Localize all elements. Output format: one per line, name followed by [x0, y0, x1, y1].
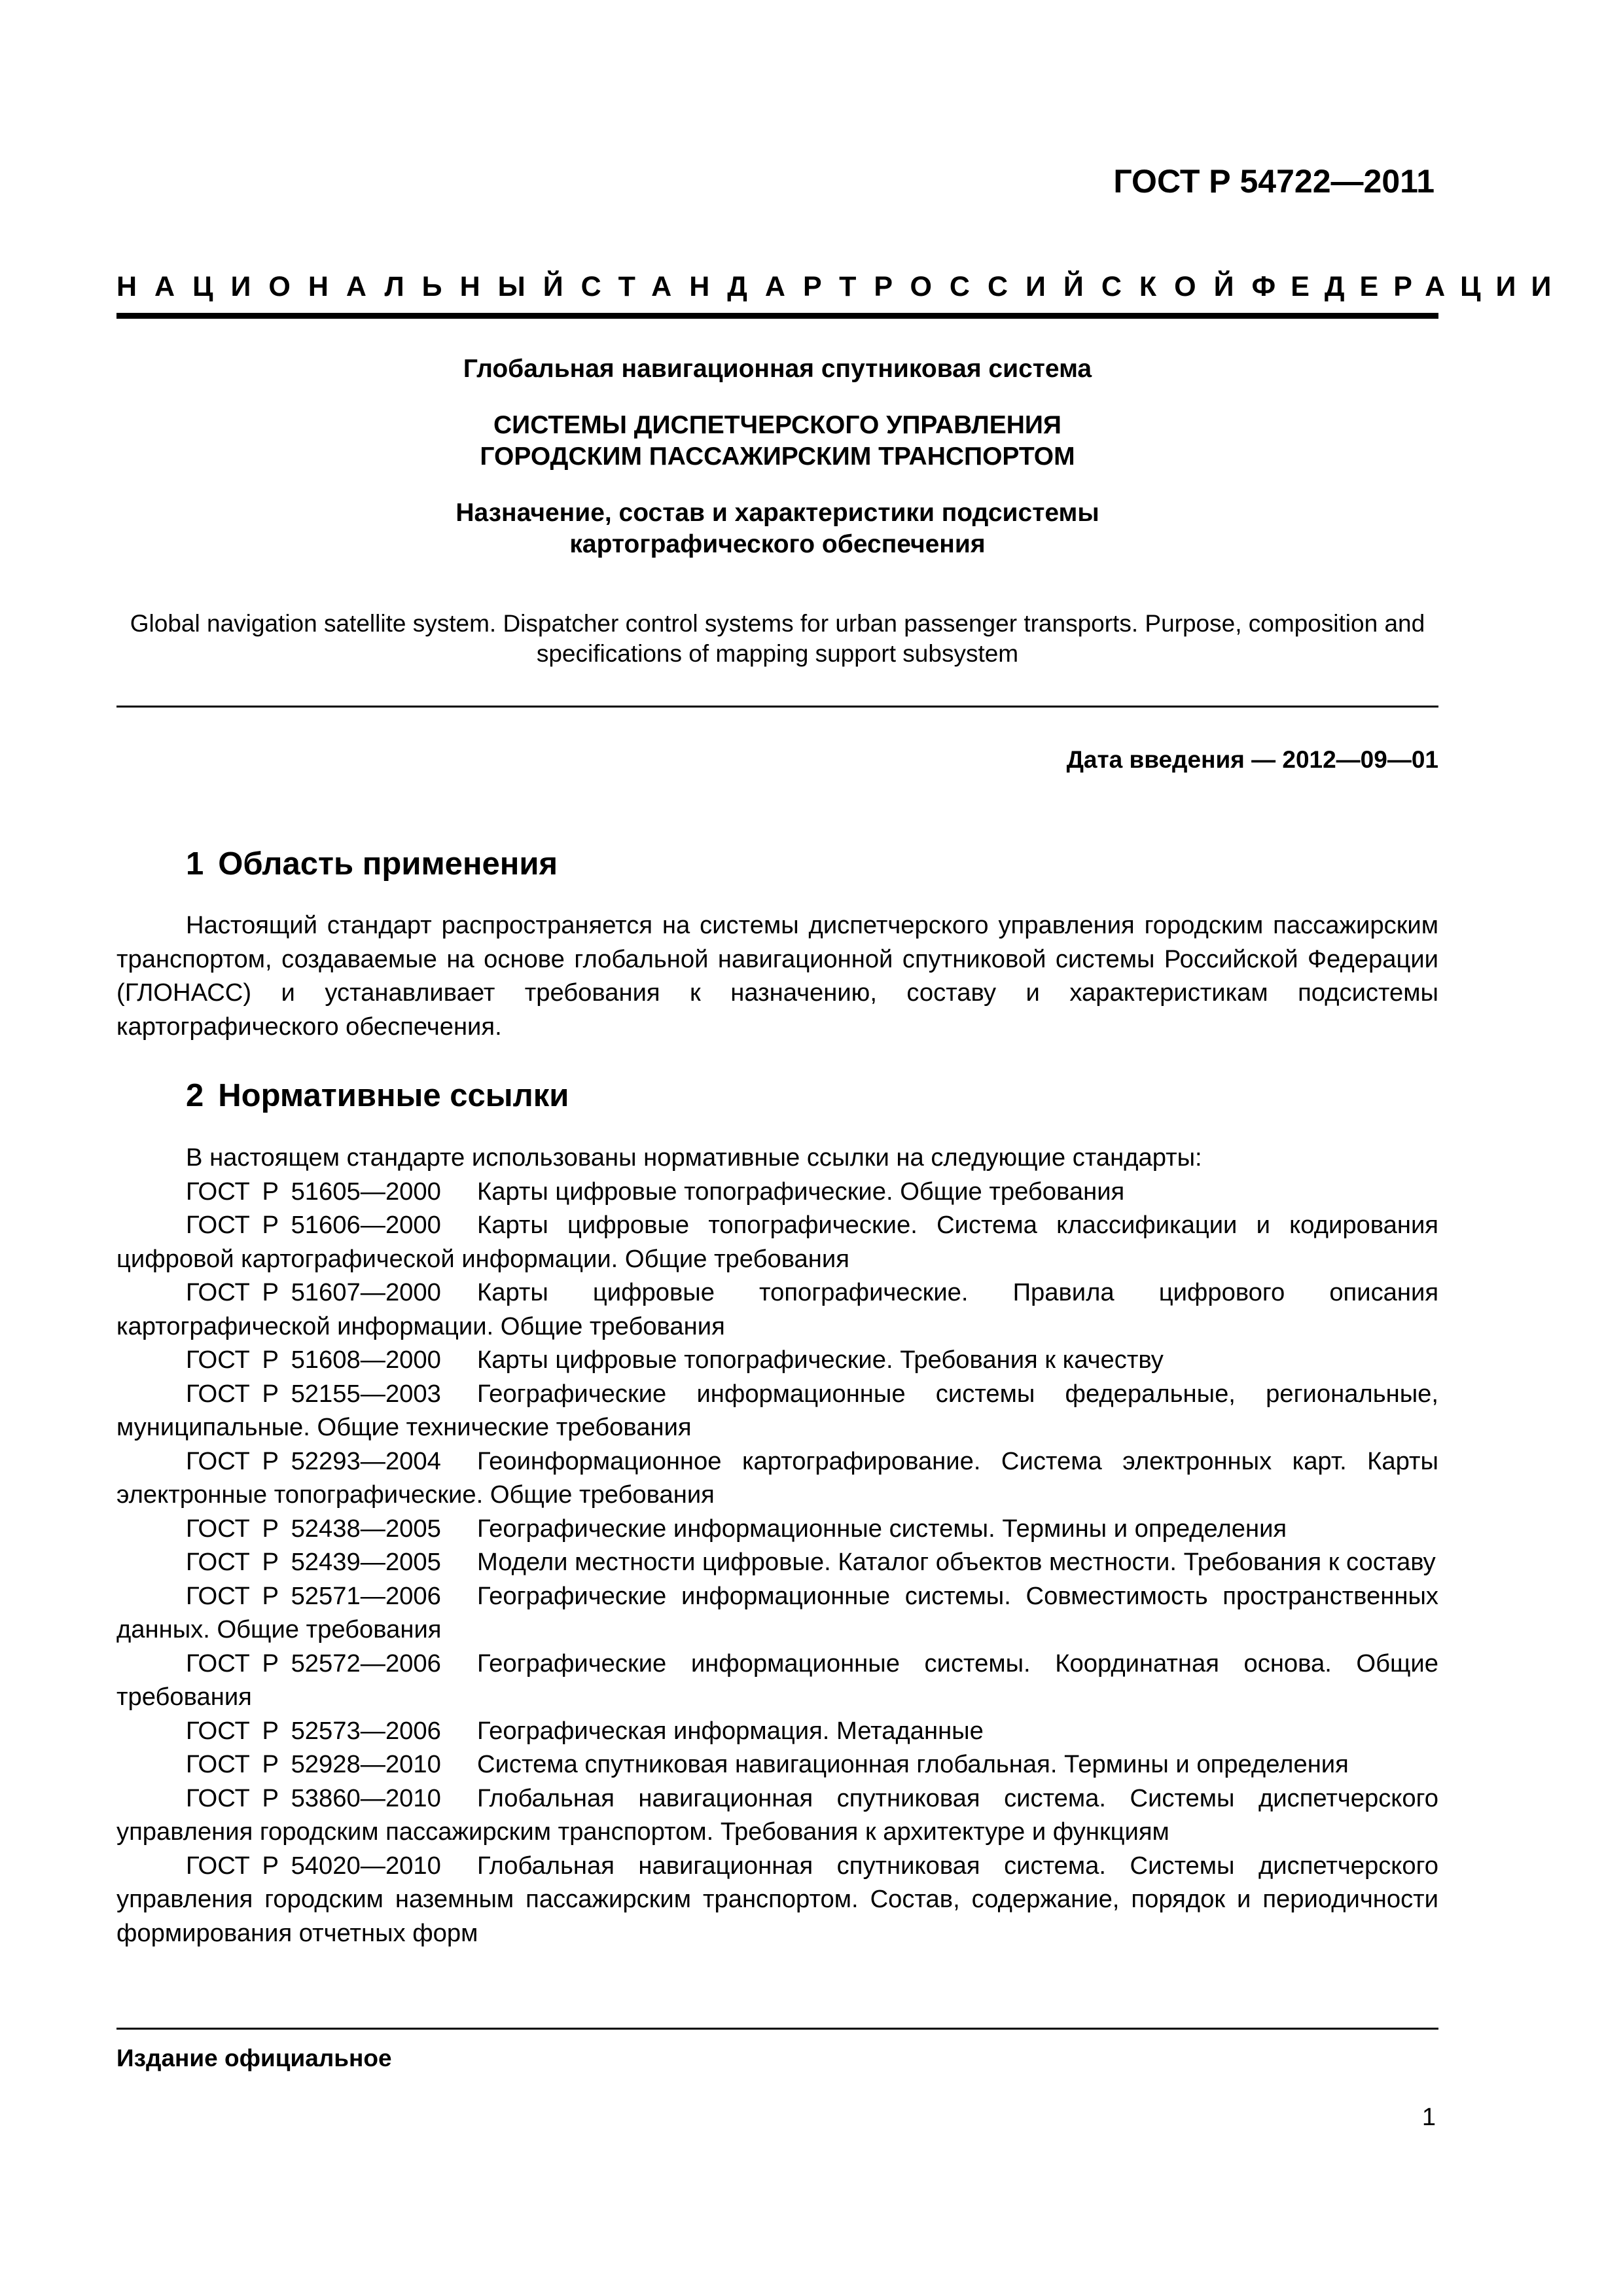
- reference-item: [116, 1647, 1438, 1714]
- reference-item: [116, 1377, 1438, 1444]
- title-line: картографического обеспечения: [569, 530, 986, 558]
- page-number: 1: [1421, 2104, 1436, 2131]
- reference-item: [116, 1276, 1438, 1343]
- title-line: ГОРОДСКИМ ПАССАЖИРСКИМ ТРАНСПОРТОМ: [480, 442, 1075, 471]
- reference-item: [116, 1175, 1438, 1209]
- reference-item: [116, 1782, 1438, 1849]
- national-word: НАЦИОНАЛЬНЫЙ: [116, 271, 581, 302]
- reference-title: Глобальная навигационная спутниковая система. Системы диспетчерского управления городским пассажирским транспортом. Требования к архитектуре и функциям: [116, 1784, 1438, 1846]
- reference-code: ГОСТ Р 52573—2006: [186, 1716, 441, 1745]
- reference-code: ГОСТ Р 54020—2010: [186, 1851, 441, 1880]
- reference-code: ГОСТ Р 51607—2000: [186, 1278, 441, 1306]
- title-block: [116, 353, 1438, 560]
- section-number: 1: [186, 846, 204, 882]
- reference-title: Модели местности цифровые. Каталог объектов местности. Требования к составу: [477, 1548, 1436, 1576]
- reference-item: [116, 1512, 1438, 1546]
- reference-title: Географические информационные системы. Координатная основа. Общие требования: [116, 1649, 1438, 1711]
- reference-title: Географические информационные системы федеральные, региональные, муниципальные. Общие технические требования: [116, 1379, 1438, 1441]
- reference-item: [116, 1545, 1438, 1579]
- reference-code: ГОСТ Р 52572—2006: [186, 1649, 441, 1677]
- reference-item: [116, 1579, 1438, 1647]
- reference-code: ГОСТ Р 52571—2006: [186, 1581, 441, 1610]
- section-body: [116, 1141, 1438, 1950]
- reference-code: ГОСТ Р 52438—2005: [186, 1514, 441, 1543]
- reference-title: Карты цифровые топографические. Правила цифрового описания картографической информации. Общие требования: [116, 1278, 1438, 1340]
- heading-rule: [116, 313, 1438, 319]
- section-title: Область применения: [218, 846, 558, 882]
- section-body: [116, 908, 1438, 1043]
- section-heading: [186, 1077, 569, 1114]
- reference-code: ГОСТ Р 52928—2010: [186, 1750, 441, 1778]
- english-title: Global navigation satellite system. Dispatcher control systems for urban passenger transports. Purpose, composition and specifications of mapping support subsystem: [130, 610, 1425, 667]
- reference-title: Географическая информация. Метаданные: [477, 1716, 984, 1745]
- section-heading: [186, 846, 558, 882]
- document-number: ГОСТ Р 54722—2011: [1113, 163, 1435, 200]
- reference-item: [116, 1748, 1438, 1782]
- title-line: Глобальная навигационная спутниковая система: [463, 355, 1092, 383]
- title-rule: [116, 706, 1438, 708]
- reference-title: Карты цифровые топографические. Требования к качеству: [477, 1346, 1164, 1374]
- reference-code: ГОСТ Р 52439—2005: [186, 1548, 441, 1576]
- reference-code: ГОСТ Р 52293—2004: [186, 1446, 441, 1475]
- national-word: РОССИЙСКОЙ: [874, 271, 1252, 302]
- reference-code: ГОСТ Р 51606—2000: [186, 1211, 441, 1239]
- reference-title: Географические информационные системы. Совместимость пространственных данных. Общие требования: [116, 1581, 1438, 1643]
- paragraph: Настоящий стандарт распространяется на системы диспетчерского управления городским пассажирским транспортом, создаваемые на основе глобальной навигационной спутниковой системы Российской Федерации (ГЛОНАСС) и устанавливает требования к назначению, составу и характеристикам подсистемы картографического обеспечения.: [116, 911, 1438, 1041]
- paragraph: В настоящем стандарте использованы нормативные ссылки на следующие стандарты:: [186, 1143, 1202, 1172]
- effective-date: Дата введения — 2012—09—01: [1066, 746, 1438, 773]
- reference-title: Карты цифровые топографические. Система классификации и кодирования цифровой картографической информации. Общие требования: [116, 1211, 1438, 1273]
- reference-title: Карты цифровые топографические. Общие требования: [477, 1177, 1125, 1206]
- edition-label: Издание официальное: [116, 2045, 392, 2072]
- reference-code: ГОСТ Р 51605—2000: [186, 1177, 441, 1206]
- reference-item: [116, 1343, 1438, 1377]
- reference-code: ГОСТ Р 52155—2003: [186, 1379, 441, 1408]
- reference-title: Глобальная навигационная спутниковая система. Системы диспетчерского управления городским наземным пассажирским транспортом. Состав, содержание, порядок и периодичности формирования отчетных форм: [116, 1851, 1438, 1947]
- reference-item: [116, 1208, 1438, 1276]
- title-line: Назначение, состав и характеристики подсистемы: [455, 499, 1099, 527]
- national-standard-heading: [116, 271, 1567, 303]
- title-line: СИСТЕМЫ ДИСПЕТЧЕРСКОГО УПРАВЛЕНИЯ: [493, 411, 1061, 439]
- reference-title: Географические информационные системы. Термины и определения: [477, 1514, 1287, 1543]
- reference-item: [116, 1714, 1438, 1748]
- reference-title: Система спутниковая навигационная глобальная. Термины и определения: [477, 1750, 1349, 1778]
- reference-code: ГОСТ Р 53860—2010: [186, 1784, 441, 1812]
- national-word: СТАНДАРТ: [580, 271, 874, 302]
- national-word: ФЕДЕРАЦИИ: [1251, 271, 1567, 302]
- reference-code: ГОСТ Р 51608—2000: [186, 1346, 441, 1374]
- reference-item: [116, 1444, 1438, 1512]
- footer-rule: [116, 2028, 1438, 2030]
- reference-item: [116, 1849, 1438, 1950]
- section-number: 2: [186, 1078, 204, 1113]
- reference-title: Геоинформационное картографирование. Система электронных карт. Карты электронные топографические. Общие требования: [116, 1446, 1438, 1509]
- section-title: Нормативные ссылки: [218, 1078, 569, 1113]
